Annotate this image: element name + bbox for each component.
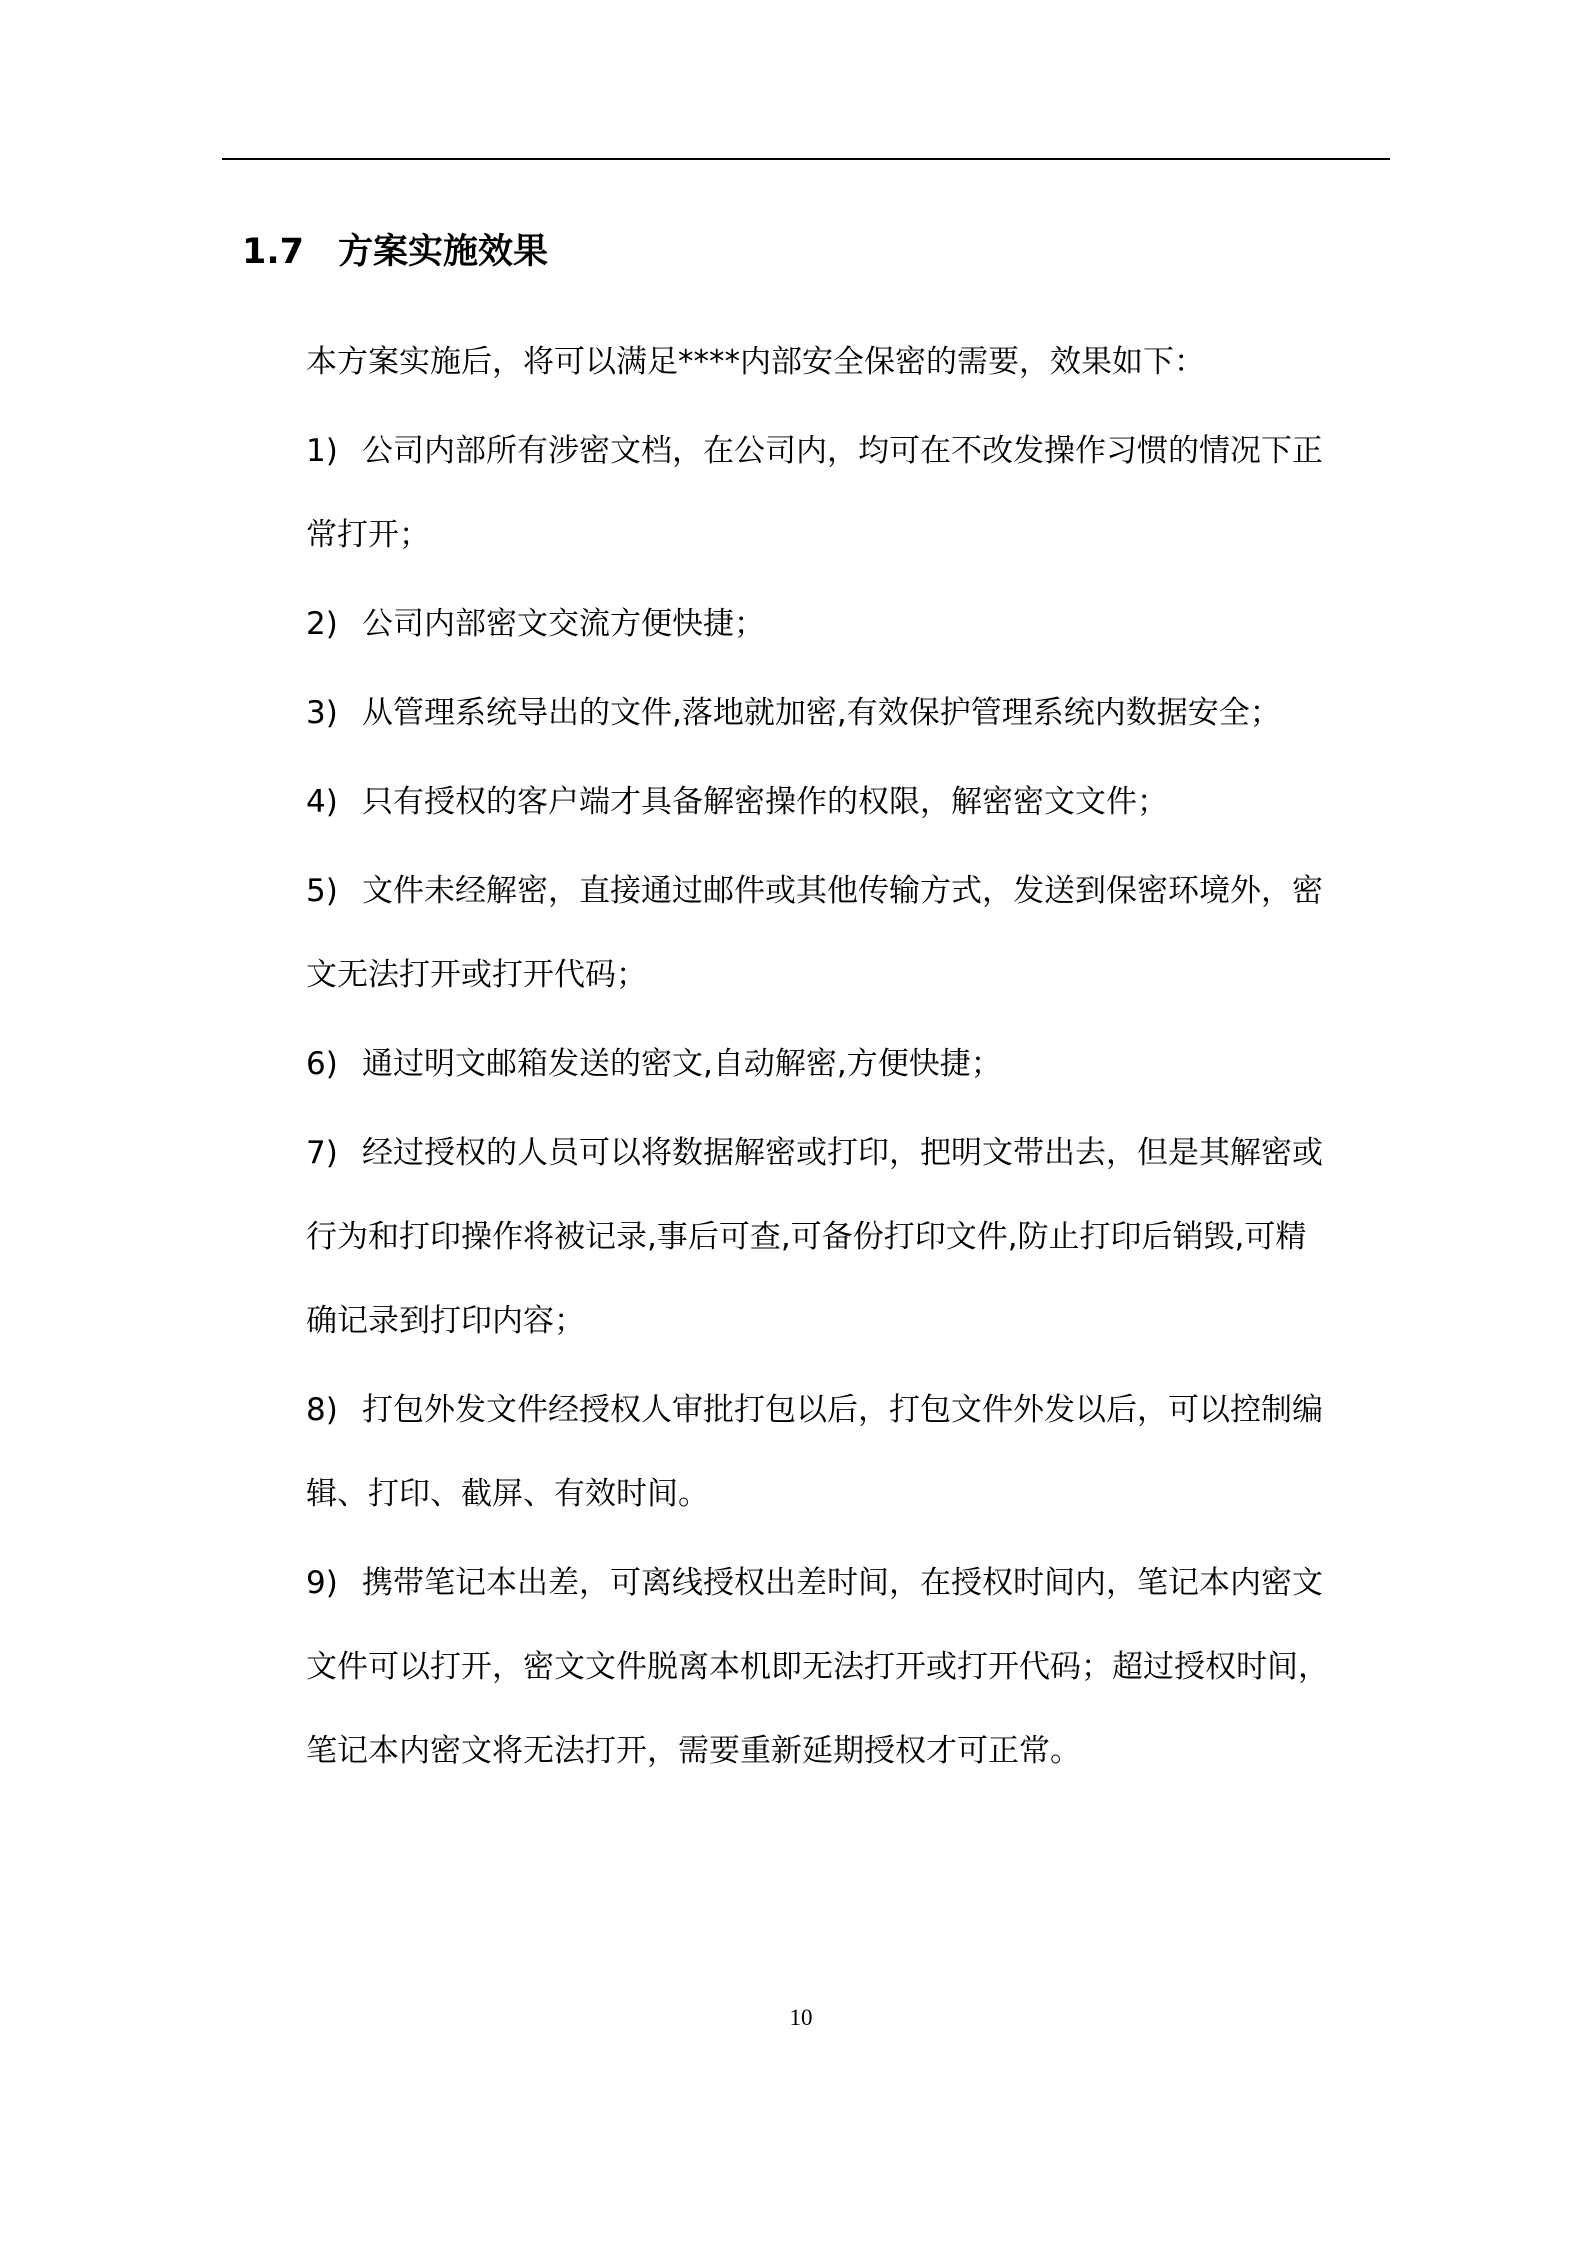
list-item-line: [306, 671, 1406, 755]
list-item-text: 行为和打印操作将被记录,事后可查,可备份打印文件,防止打印后销毁,可精: [306, 1219, 1307, 1255]
list-item: [306, 1541, 1406, 1793]
list-item: [306, 409, 1406, 577]
list-item-line: [306, 1452, 1406, 1536]
list-item-text: 常打开；: [306, 517, 430, 553]
list-item: [306, 849, 1406, 1017]
list-item-line: [306, 933, 1406, 1017]
list-item-number: 5): [306, 873, 338, 909]
list-item: [306, 1111, 1406, 1363]
list-item-line: [306, 1195, 1406, 1279]
list-item: [306, 671, 1406, 755]
list-item-text: 只有授权的客户端才具备解密操作的权限，解密密文文件；: [362, 784, 1168, 820]
list-item-text: 公司内部所有涉密文档，在公司内，均可在不改发操作习惯的情况下正: [362, 433, 1323, 469]
list-item-line: [306, 493, 1406, 577]
list-item-number: 8): [306, 1392, 338, 1428]
list-item: [306, 1022, 1406, 1106]
list-item: [306, 760, 1406, 844]
list-item-line: [306, 1022, 1406, 1106]
list-item-line: [306, 1709, 1406, 1793]
list-item-number: 2): [306, 606, 338, 642]
list-item-line: [306, 1625, 1406, 1709]
list-item-number: 9): [306, 1565, 338, 1601]
section-heading: [242, 224, 548, 274]
list-item: [306, 1368, 1406, 1536]
section-title: 方案实施效果: [338, 232, 549, 272]
list-item-text: 经过授权的人员可以将数据解密或打印，把明文带出去，但是其解密或: [362, 1135, 1323, 1171]
list-item-line: [306, 582, 1406, 666]
list-item-text: 文无法打开或打开代码；: [306, 957, 647, 993]
list-item-line: [306, 1279, 1406, 1363]
document-body: [306, 320, 1406, 1798]
list-item-text: 辑、打印、截屏、有效时间。: [306, 1476, 709, 1512]
list-item-line: [306, 409, 1406, 493]
list-item-number: 6): [306, 1046, 338, 1082]
list-item-number: 4): [306, 784, 338, 820]
list-item-number: 3): [306, 695, 338, 731]
header-rule: [222, 158, 1390, 160]
list-item: [306, 582, 1406, 666]
list-item-line: [306, 1541, 1406, 1625]
list-item-text: 打包外发文件经授权人审批打包以后，打包文件外发以后，可以控制编: [362, 1392, 1323, 1428]
list-item-text: 公司内部密文交流方便快捷；: [362, 606, 765, 642]
list-item-line: [306, 1111, 1406, 1195]
list-item-text: 通过明文邮箱发送的密文,自动解密,方便快捷；: [362, 1046, 1002, 1082]
list-item-text: 文件可以打开，密文文件脱离本机即无法打开或打开代码；超过授权时间，: [306, 1649, 1329, 1685]
section-number: 1.7: [242, 232, 305, 272]
intro-paragraph: 本方案实施后，将可以满足****内部安全保密的需要，效果如下：: [306, 344, 1205, 380]
list-item-line: [306, 760, 1406, 844]
list-item-number: 1): [306, 433, 338, 469]
list-item-text: 从管理系统导出的文件,落地就加密,有效保护管理系统内数据安全；: [362, 695, 1281, 731]
list-item-text: 确记录到打印内容；: [306, 1303, 585, 1339]
list-item-text: 笔记本内密文将无法打开，需要重新延期授权才可正常。: [306, 1733, 1081, 1769]
page-number: 10: [789, 2005, 813, 2030]
list-item-number: 7): [306, 1135, 338, 1171]
list-item-line: [306, 1368, 1406, 1452]
list-item-text: 携带笔记本出差，可离线授权出差时间，在授权时间内，笔记本内密文: [362, 1565, 1323, 1601]
list-item-text: 文件未经解密，直接通过邮件或其他传输方式，发送到保密环境外，密: [362, 873, 1323, 909]
list-item-line: [306, 849, 1406, 933]
